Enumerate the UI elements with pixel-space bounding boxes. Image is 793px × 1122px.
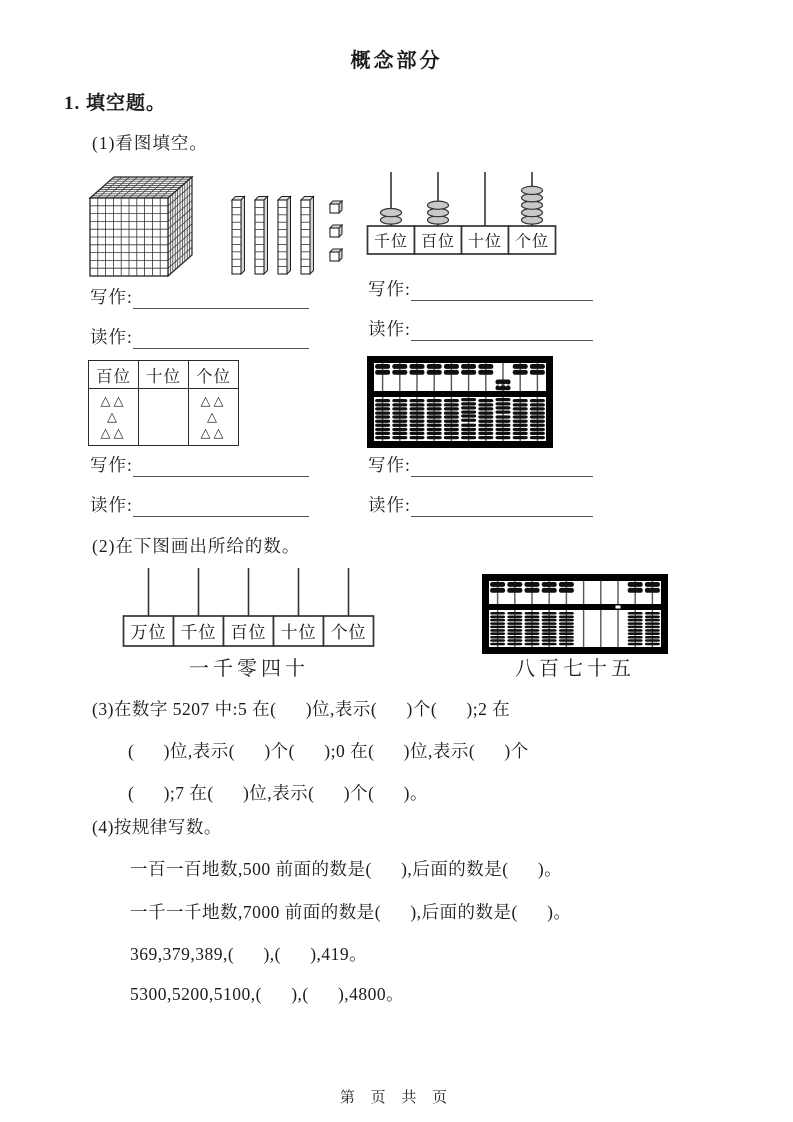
table-header-tens: 十位: [139, 361, 189, 389]
read-line: [90, 492, 309, 517]
abacus-figure-1: [367, 356, 553, 453]
page-title: 概念部分: [350, 50, 443, 72]
empty-rack-drawing: [122, 566, 375, 649]
empty-rack-figure: [122, 566, 375, 654]
read-label: 读作:: [368, 495, 411, 515]
svg-text:百位: 百位: [230, 623, 267, 643]
abacus-figure-2: [482, 574, 668, 659]
svg-text:千位: 千位: [180, 623, 217, 643]
part-2-label: (2)在下图画出所给的数。: [92, 536, 301, 556]
rack-caption: 一千零四十: [189, 658, 309, 680]
svg-text:百位: 百位: [420, 233, 456, 251]
triangles-hundreds-cell: △△ △ △△: [89, 389, 139, 446]
base-ten-blocks-drawing: [84, 168, 356, 282]
write-label: 写作:: [90, 287, 133, 307]
write-answer-line: [411, 285, 593, 301]
svg-text:十位: 十位: [280, 623, 317, 643]
write-line: [90, 284, 309, 309]
table-header-ones: 个位: [189, 361, 239, 389]
read-label: 读作:: [90, 327, 133, 347]
abacus-caption: 八百七十五: [515, 658, 635, 680]
abacus-drawing-2: [482, 574, 668, 654]
part-3-line-1: (3)在数字 5207 中:5 在( )位,表示( )个( );2 在: [92, 699, 511, 719]
write-read-block-4: [368, 452, 593, 532]
write-read-block-1: [90, 284, 309, 364]
read-answer-line: [133, 501, 309, 517]
question-1-heading: 1. 填空题。: [64, 93, 167, 114]
table-header-hundreds: 百位: [89, 361, 139, 389]
read-answer-line: [411, 501, 593, 517]
page-footer: 第 页 共 页: [339, 1090, 454, 1106]
triangles-ones-cell: △△ △ △△: [189, 389, 239, 446]
write-read-block-3: [90, 452, 309, 532]
triangle-place-value-table: [88, 360, 239, 446]
place-value-rack-figure: [366, 170, 557, 262]
write-read-block-2: [368, 276, 593, 356]
part-4-label: (4)按规律写数。: [92, 817, 222, 837]
svg-text:千位: 千位: [373, 233, 409, 251]
read-answer-line: [411, 325, 593, 341]
write-answer-line: [133, 293, 309, 309]
part-4-line-4: 5300,5200,5100,( ),( ),4800。: [130, 984, 405, 1004]
part-3-line-2: ( )位,表示( )个( );0 在( )位,表示( )个: [128, 741, 529, 761]
write-line: [368, 276, 593, 301]
base-ten-blocks-figure: [84, 168, 356, 287]
write-label: 写作:: [368, 279, 411, 299]
read-line: [90, 324, 309, 349]
write-line: [90, 452, 309, 477]
part-4-line-3: 369,379,389,( ),( ),419。: [130, 944, 368, 964]
abacus-drawing-1: [367, 356, 553, 448]
svg-text:十位: 十位: [467, 233, 503, 251]
svg-text:个位: 个位: [514, 233, 550, 251]
write-label: 写作:: [90, 455, 133, 475]
read-answer-line: [133, 333, 309, 349]
place-value-rack-drawing: [366, 170, 557, 257]
svg-text:万位: 万位: [130, 623, 167, 643]
write-label: 写作:: [368, 455, 411, 475]
triangles-tens-cell: [139, 389, 189, 446]
read-line: [368, 492, 593, 517]
part-4-line-2: 一千一千地数,7000 前面的数是( ),后面的数是( )。: [130, 902, 572, 922]
read-label: 读作:: [90, 495, 133, 515]
read-line: [368, 316, 593, 341]
write-answer-line: [411, 461, 593, 477]
part-4-line-1: 一百一百地数,500 前面的数是( ),后面的数是( )。: [130, 859, 563, 879]
part-3-line-3: ( );7 在( )位,表示( )个( )。: [128, 783, 428, 803]
read-label: 读作:: [368, 319, 411, 339]
write-line: [368, 452, 593, 477]
svg-text:个位: 个位: [330, 623, 367, 643]
write-answer-line: [133, 461, 309, 477]
part-1-label: (1)看图填空。: [92, 133, 208, 153]
